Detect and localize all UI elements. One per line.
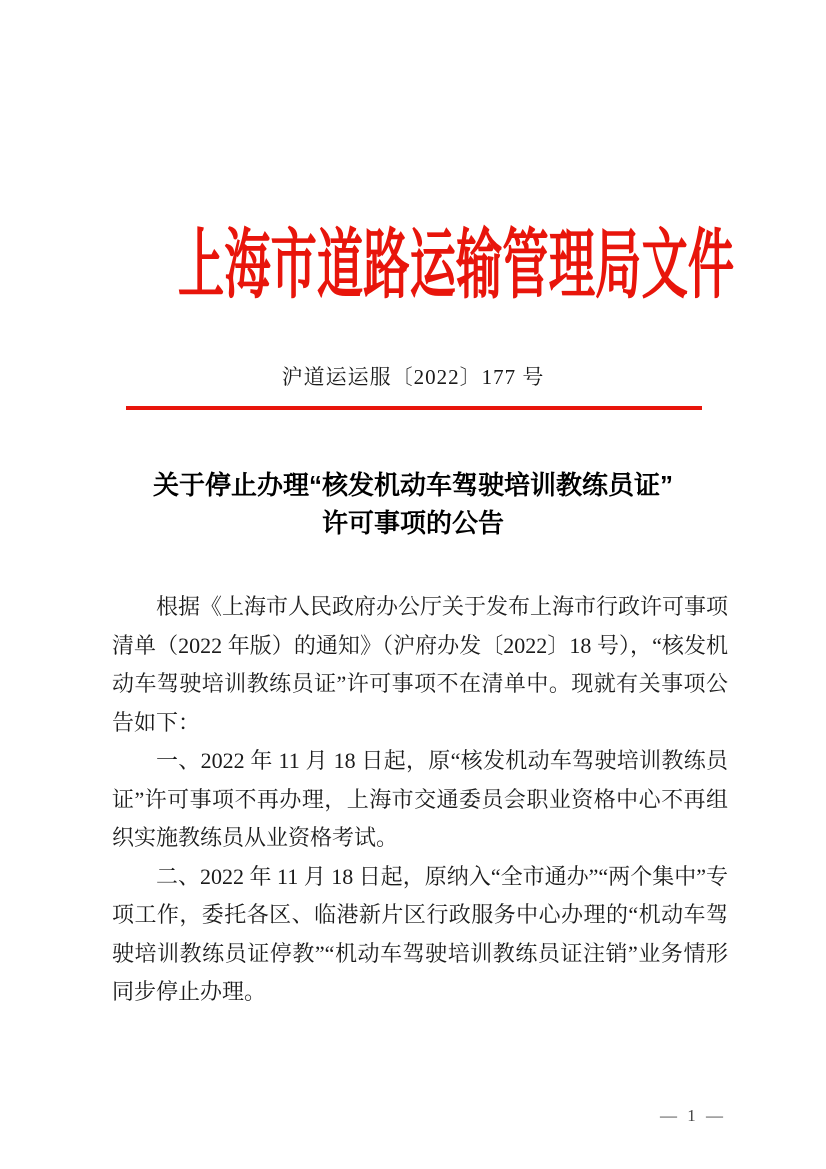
paragraph-item-2: 二、2022 年 11 月 18 日起，原纳入“全市通办”“两个集中”专项工作，委托各区、临港新片区行政服务中心办理的“机动车驾驶培训教练员证停教”“机动车驾驶培训教练员证注销”业务情形同步停止办理。 <box>112 863 728 1004</box>
notice-title <box>0 466 826 542</box>
red-divider-line <box>126 406 702 410</box>
paragraph-item-1: 一、2022 年 11 月 18 日起，原“核发机动车驾驶培训教练员证”许可事项不再办理，上海市交通委员会职业资格中心不再组织实施教练员从业资格考试。 <box>112 748 728 850</box>
notice-title-line1: 关于停止办理“核发机动车驾驶培训教练员证” <box>152 470 673 500</box>
document-number: 沪道运运服〔2022〕177 号 <box>281 365 545 389</box>
document-header-title <box>0 224 826 308</box>
document-body <box>112 588 728 1012</box>
notice-title-line2: 许可事项的公告 <box>321 508 504 538</box>
page-number: — 1 — <box>660 1106 726 1125</box>
document-header-title-text: 上海市道路运输管理局文件 <box>177 224 735 308</box>
paragraph-intro: 根据《上海市人民政府办公厅关于发布上海市行政许可事项清单（2022 年版）的通知》（沪府办发〔2022〕18 号），“核发机动车驾驶培训教练员证”许可事项不在清单中。现就有关事项公告如下： <box>112 594 729 735</box>
